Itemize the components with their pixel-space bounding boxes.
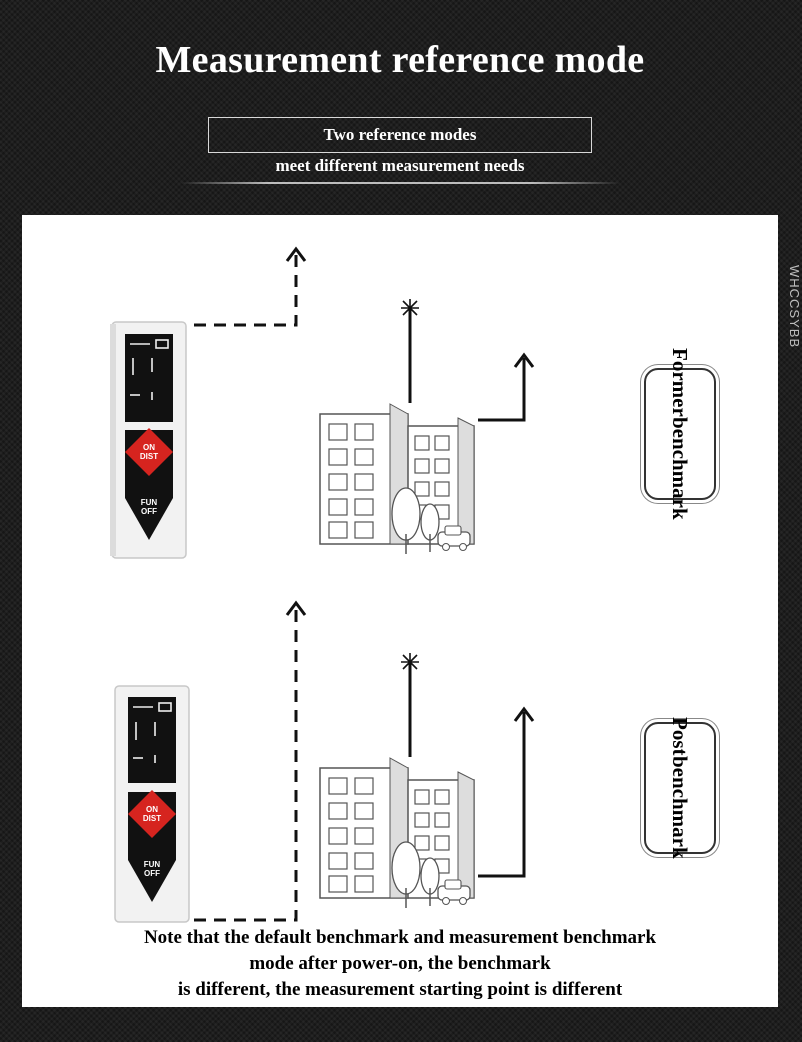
rangefinder-device-bottom	[115, 686, 189, 922]
rangefinder-device-top	[110, 322, 186, 558]
dashed-path-top	[194, 252, 296, 325]
fun-label: FUN	[140, 498, 158, 507]
subtitle-line-1: Two reference modes	[323, 125, 477, 144]
fun-label: FUN	[143, 860, 161, 869]
page-title: Measurement reference mode	[155, 39, 645, 81]
footnote-line-2: mode after power-on, the benchmark	[249, 953, 551, 974]
mode-label-former	[644, 348, 716, 520]
laser-point-icon	[401, 653, 419, 757]
watermark: WHCCSYBB	[787, 265, 802, 349]
dashed-path-bottom	[194, 606, 296, 920]
footnote-line-1: Note that the default benchmark and measurement benchmark	[143, 927, 657, 948]
footnote	[40, 925, 760, 1003]
off-label: OFF	[144, 869, 160, 878]
dist-button-label: DIST	[139, 452, 159, 461]
buildings-icon	[320, 404, 474, 554]
subtitle-line-2: meet different measurement needs	[275, 156, 525, 175]
footnote-line-3: is different, the measurement starting point is different	[177, 979, 623, 1000]
mode-label-former-line2: benchmark	[668, 417, 692, 520]
buildings-icon	[320, 758, 474, 908]
mode-label-post	[644, 717, 716, 859]
on-button-label: ON	[146, 805, 158, 814]
mode-label-former-line1: Former	[668, 348, 692, 418]
mode-label-post-line1: Post	[668, 717, 692, 756]
mode-label-post-line2: benchmark	[668, 755, 692, 859]
off-label: OFF	[141, 507, 157, 516]
on-button-label: ON	[143, 443, 155, 452]
dist-button-label: DIST	[142, 814, 162, 823]
laser-point-icon	[401, 299, 419, 403]
